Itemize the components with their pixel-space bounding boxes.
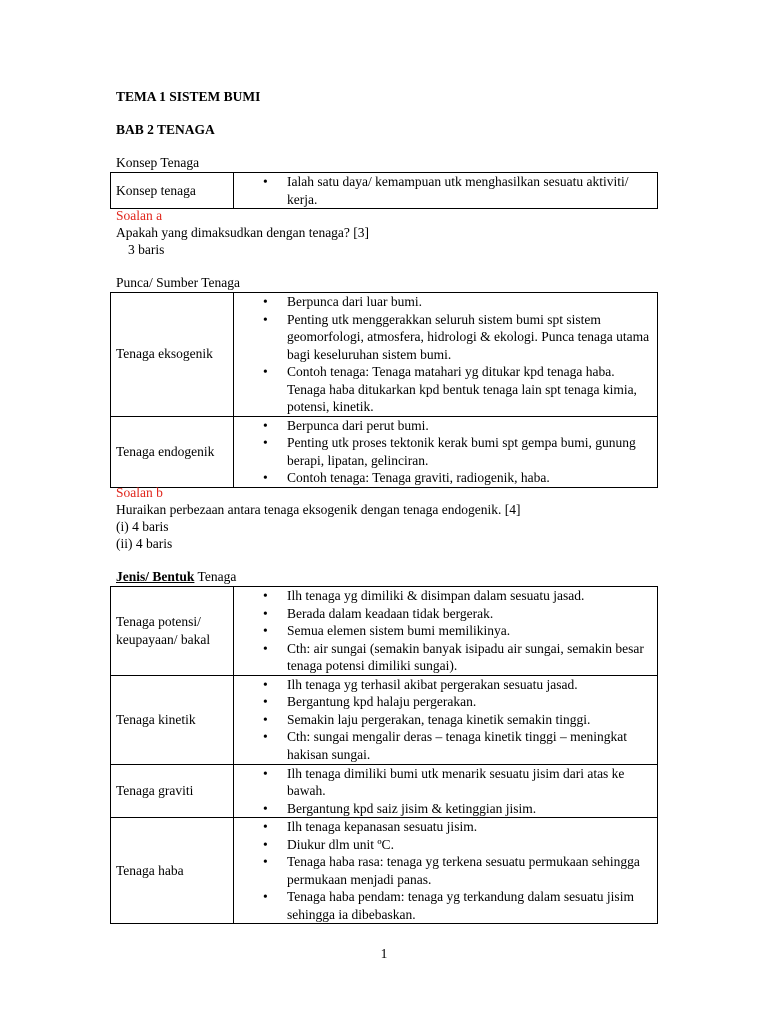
konsep-label: Konsep tenaga xyxy=(111,173,234,209)
soalan-a-question: Apakah yang dimaksudkan dengan tenaga? [3] xyxy=(116,225,370,240)
endogenik-label: Tenaga endogenik xyxy=(111,416,234,487)
soalan-b-line-1: (i) 4 baris xyxy=(116,519,169,534)
konsep-content xyxy=(234,173,658,209)
bullet-item: • Ilh tenaga yg terhasil akibat pergerakan sesuatu jasad. xyxy=(234,676,651,694)
soalan-a-title: Soalan a xyxy=(116,208,163,223)
bullet-item: • Bergantung kpd saiz jisim & ketinggian jisim. xyxy=(234,800,651,818)
jenis-heading xyxy=(116,569,236,585)
konsep-table xyxy=(110,172,658,209)
haba-label: Tenaga haba xyxy=(111,818,234,924)
eksogenik-content xyxy=(234,293,658,417)
table-row xyxy=(111,764,658,818)
bullet-item: • Berpunca dari perut bumi. xyxy=(234,417,651,435)
jenis-heading-rest: Tenaga xyxy=(194,569,237,584)
bullet-item: • Diukur dlm unit ºC. xyxy=(234,836,651,854)
bullet-item: • Berpunca dari luar bumi. xyxy=(234,293,651,311)
table-row xyxy=(111,173,658,209)
eksogenik-label: Tenaga eksogenik xyxy=(111,293,234,417)
haba-content xyxy=(234,818,658,924)
bullet-item: • Bergantung kpd halaju pergerakan. xyxy=(234,693,651,711)
table-row xyxy=(111,587,658,676)
bullet-item: • Semakin laju pergerakan, tenaga kinetik semakin tinggi. xyxy=(234,711,651,729)
bullet-item: • Ilh tenaga yg dimiliki & disimpan dalam sesuatu jasad. xyxy=(234,587,651,605)
tema-title: TEMA 1 SISTEM BUMI xyxy=(116,89,261,104)
bullet-item: • Tenaga haba rasa: tenaga yg terkena sesuatu permukaan sehingga permukaan menjadi panas. xyxy=(234,853,651,888)
soalan-b-title: Soalan b xyxy=(116,485,163,500)
bullet-item: • Contoh tenaga: Tenaga graviti, radiogenik, haba. xyxy=(234,469,651,487)
bullet-item: • Cth: sungai mengalir deras – tenaga kinetik tinggi – meningkat hakisan sungai. xyxy=(234,728,651,763)
soalan-a-note: 3 baris xyxy=(128,242,165,257)
table-row xyxy=(111,416,658,487)
bullet-item: • Tenaga haba pendam: tenaga yg terkandung dalam sesuatu jisim sehingga ia dibebaskan. xyxy=(234,888,651,923)
bab-title: BAB 2 TENAGA xyxy=(116,122,215,137)
bullet-item: • Ialah satu daya/ kemampuan utk menghasilkan sesuatu aktiviti/ kerja. xyxy=(234,173,651,208)
punca-heading: Punca/ Sumber Tenaga xyxy=(116,275,241,290)
jenis-heading-underlined: Jenis/ Bentuk xyxy=(116,569,195,584)
bullet-item: • Semua elemen sistem bumi memilikinya. xyxy=(234,622,651,640)
table-row xyxy=(111,675,658,764)
bullet-item: • Penting utk proses tektonik kerak bumi spt gempa bumi, gunung berapi, lipatan, gelinciran. xyxy=(234,434,651,469)
graviti-label: Tenaga graviti xyxy=(111,764,234,818)
bullet-item: • Contoh tenaga: Tenaga matahari yg ditukar kpd tenaga haba. Tenaga haba ditukarkan kpd bentuk tenaga lain spt tenaga kimia, potensi, kinetik. xyxy=(234,363,651,416)
potensi-content xyxy=(234,587,658,676)
kinetik-content xyxy=(234,675,658,764)
table-row xyxy=(111,293,658,417)
potensi-label: Tenaga potensi/ keupayaan/ bakal xyxy=(111,587,234,676)
graviti-content xyxy=(234,764,658,818)
bullet-item: • Ilh tenaga dimiliki bumi utk menarik sesuatu jisim dari atas ke bawah. xyxy=(234,765,651,800)
konsep-heading: Konsep Tenaga xyxy=(116,155,200,170)
jenis-table xyxy=(110,586,658,924)
endogenik-content xyxy=(234,416,658,487)
page-number: 1 xyxy=(380,946,388,961)
bullet-item: • Penting utk menggerakkan seluruh sistem bumi spt sistem geomorfologi, atmosfera, hidrologi & ekologi. Punca tenaga utama bagi keseluruhan sistem bumi. xyxy=(234,311,651,364)
soalan-b-line-2: (ii) 4 baris xyxy=(116,536,173,551)
kinetik-label: Tenaga kinetik xyxy=(111,675,234,764)
bullet-item: • Cth: air sungai (semakin banyak isipadu air sungai, semakin besar tenaga potensi dimiliki sungai). xyxy=(234,640,651,675)
table-row xyxy=(111,818,658,924)
punca-table xyxy=(110,292,658,488)
bullet-item: • Ilh tenaga kepanasan sesuatu jisim. xyxy=(234,818,651,836)
soalan-b-question: Huraikan perbezaan antara tenaga eksogenik dengan tenaga endogenik. [4] xyxy=(116,502,521,517)
bullet-item: • Berada dalam keadaan tidak bergerak. xyxy=(234,605,651,623)
